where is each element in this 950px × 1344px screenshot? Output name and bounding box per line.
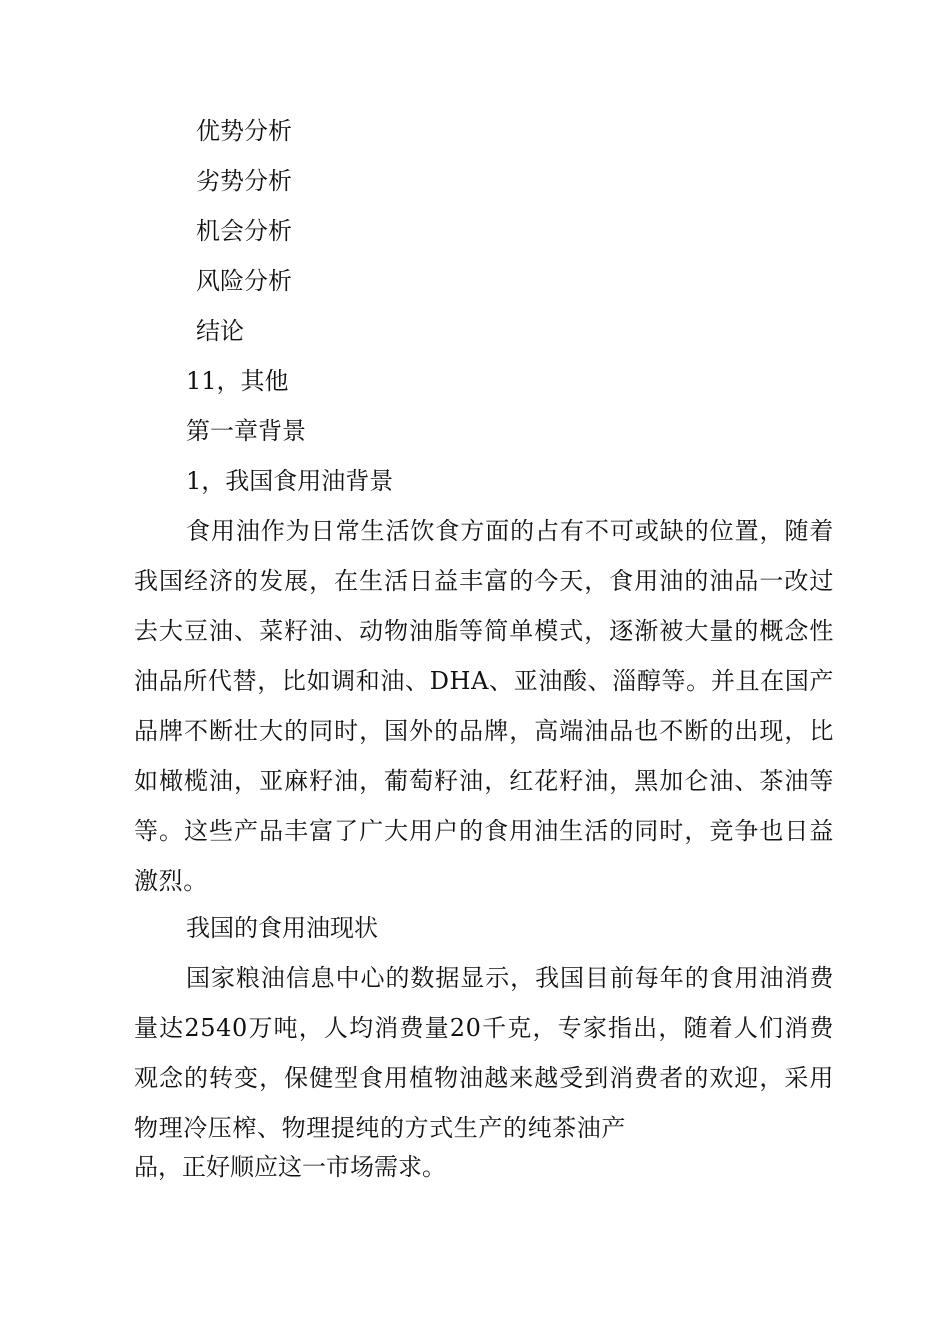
toc-item-conclusion: 结论 — [196, 317, 244, 345]
section-heading-oil-status: 我国的食用油现状 — [186, 914, 378, 942]
chapter-title: 第一章背景 — [186, 417, 306, 445]
section-heading-oil-background: 1，我国食用油背景 — [186, 467, 394, 495]
toc-item-risks: 风险分析 — [196, 267, 292, 295]
toc-item-opportunities: 机会分析 — [196, 217, 292, 245]
paragraph-oil-background: 食用油作为日常生活饮食方面的占有不可或缺的位置，随着我国经济的发展，在生活日益丰富的今天，食用油的油品一改过去大豆油、菜籽油、动物油脂等简单模式，逐渐被大量的概念性油品所代替，比如调和油、DHA、亚油酸、淄醇等。并且在国产品牌不断壮大的同时，国外的品牌，高端油品也不断的出现，比如橄榄油，亚麻籽油，葡萄籽油，红花籽油，黑加仑油、茶油等等。这些产品丰富了广大用户的食用油生活的同时，竞争也日益激烈。 — [134, 517, 834, 895]
paragraph-oil-status-tail: 品，正好顺应这一市场需求。 — [134, 1153, 446, 1181]
toc-item-strengths: 优势分析 — [196, 117, 292, 145]
toc-item-weaknesses: 劣势分析 — [196, 167, 292, 195]
paragraph-oil-status: 国家粮油信息中心的数据显示，我国目前每年的食用油消费量达2540万吨，人均消费量20千克，专家指出，随着人们消费观念的转变，保健型食用植物油越来越受到消费者的欢迎，采用物理冷压榨、物理提纯的方式生产的纯茶油产 — [134, 964, 834, 1142]
toc-item-other: 11，其他 — [186, 367, 289, 395]
